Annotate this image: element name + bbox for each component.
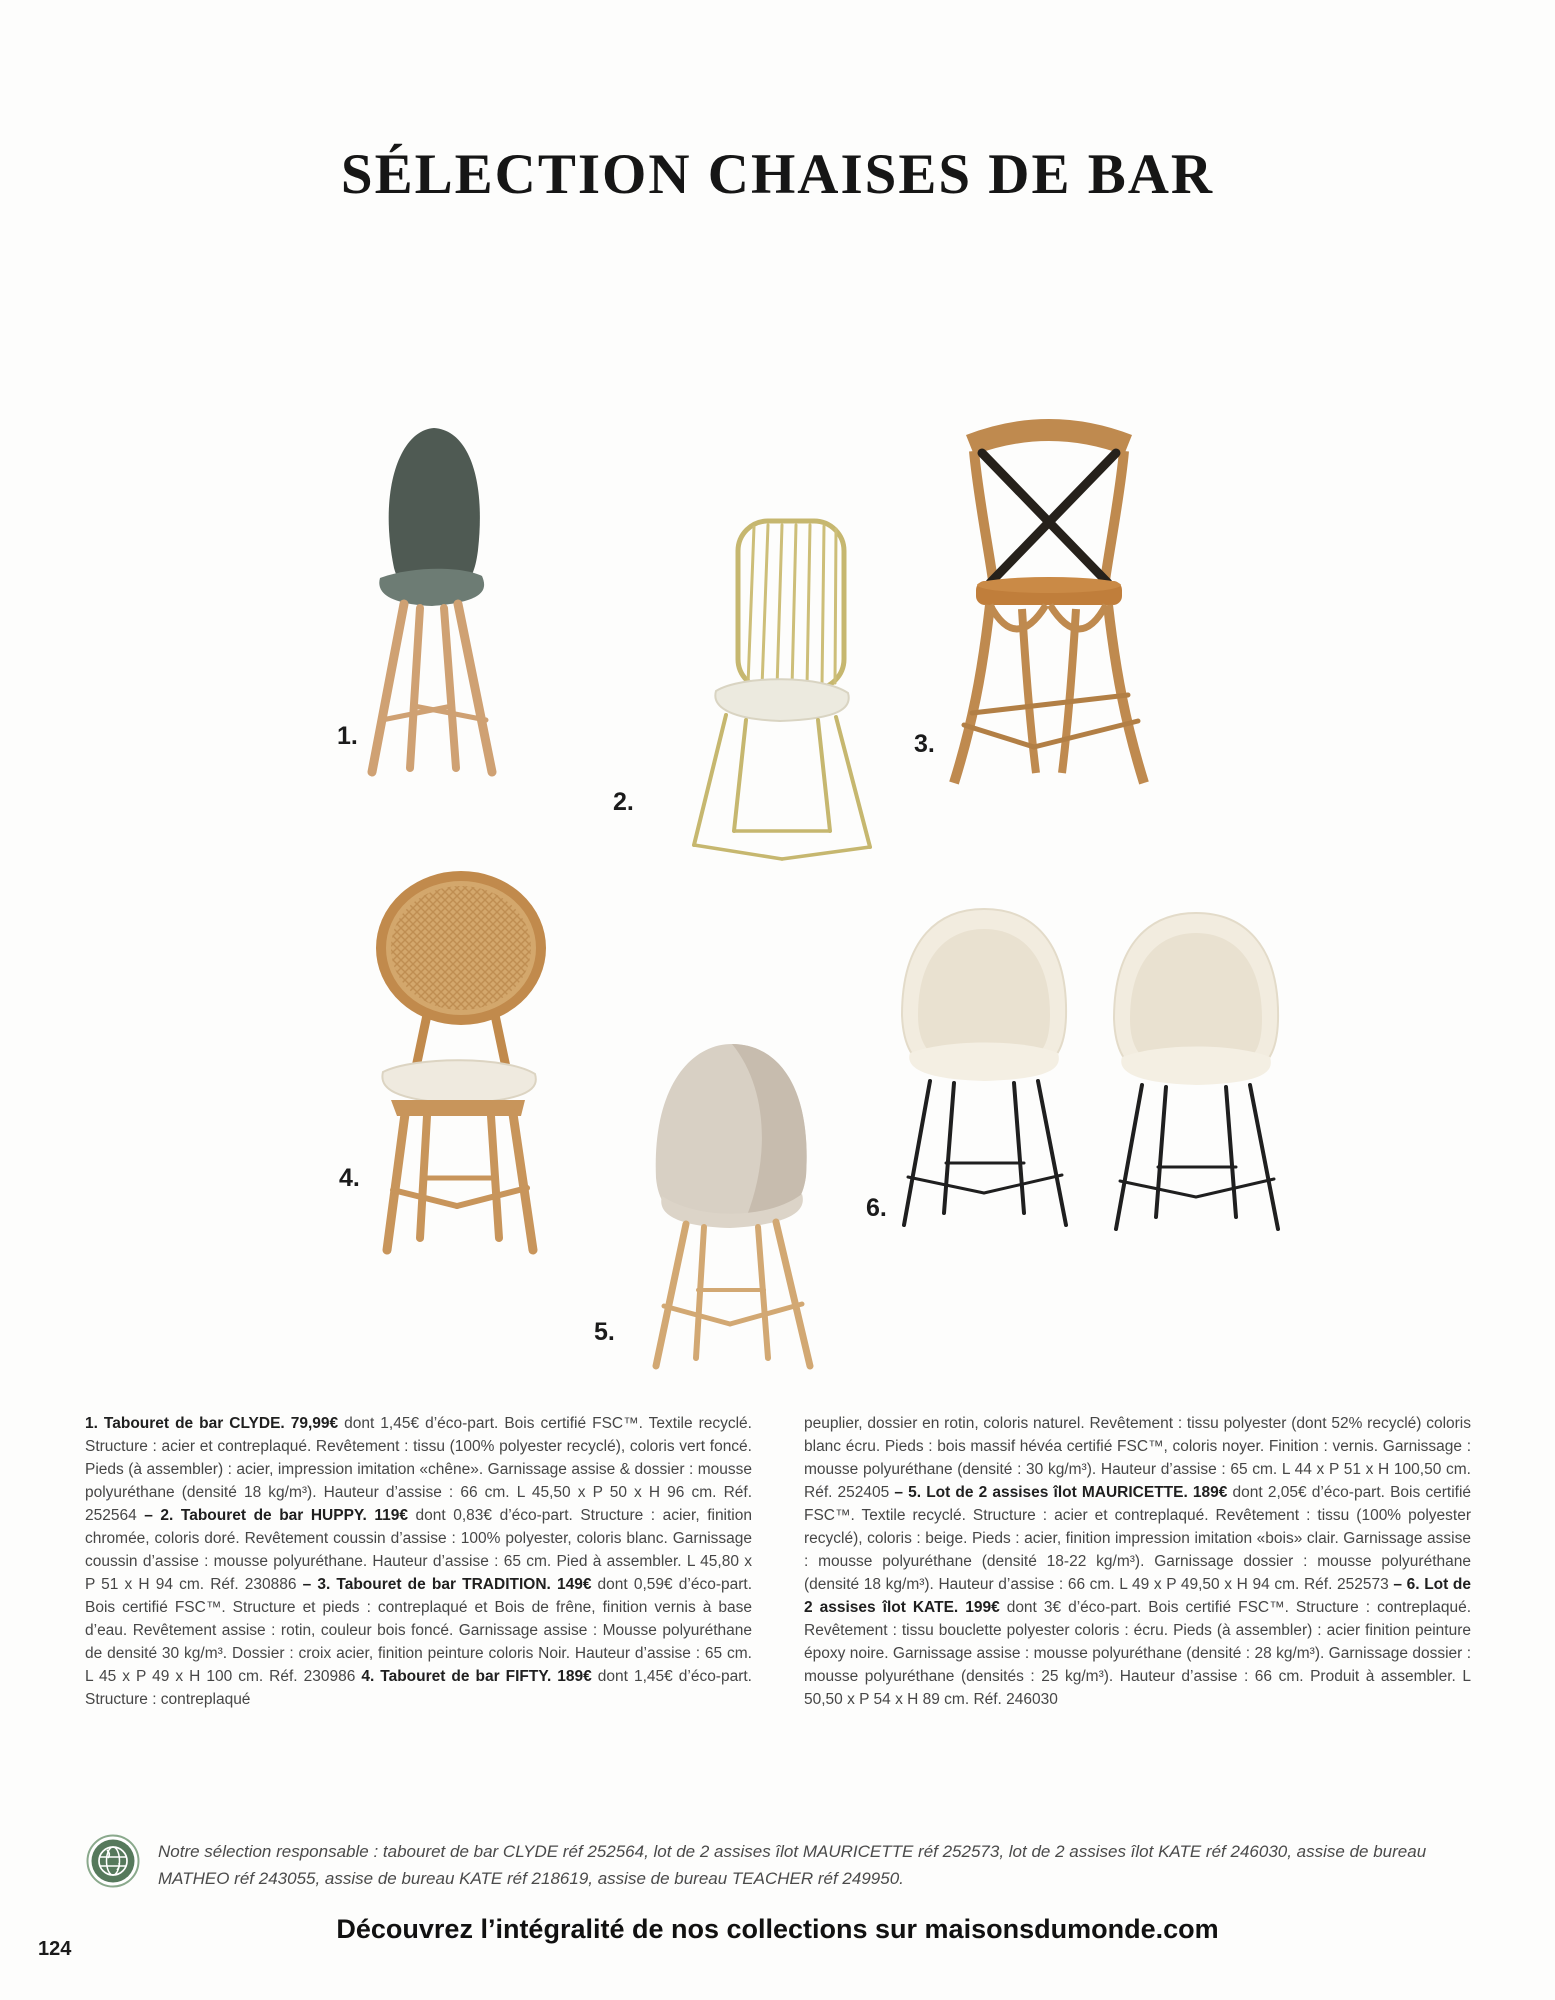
description-column-right — [804, 1412, 1471, 1711]
barstool-tradition-icon — [938, 395, 1160, 797]
responsible-selection-note — [86, 1834, 1486, 1892]
product-4-details-continued: peuplier, dossier en rotin, coloris naturel. Revêtement : tissu polyester (dont 52% recyclé) coloris blanc écru. Pieds : bois massif hévéa certifié FSC™, coloris noyer. Finition : vernis. Garnissage : mousse polyuréthane (densité : 30 kg/m³). Hauteur d’assise : 65 cm. L 44 x P 51 x H 100,50 cm. Réf. 252405 — [804, 1415, 1471, 1501]
product-number-4: 4. — [339, 1164, 360, 1192]
footer-collections-line: Découvrez l’intégralité de nos collections sur maisonsdumonde.com — [336, 1914, 1219, 1944]
product-4-details: dont 1,45€ d’éco-part. Structure : contreplaqué — [85, 1668, 752, 1708]
barstool-clyde-icon — [352, 420, 510, 782]
product-2-name-price: – 2. Tabouret de bar HUPPY. 119€ — [144, 1507, 409, 1524]
product-number-1: 1. — [337, 722, 358, 750]
page-number: 124 — [38, 1938, 72, 1960]
product-2-details: dont 0,83€ d’éco-part. Structure : acier, finition chromée, coloris doré. Revêtement coussin d’assise : 100% polyester, coloris blanc. Garnissage coussin d’assise : mousse polyuréthane. Hauteur d’assise : 65 cm. Pied à assembler. L 45,80 x P 51 x H 94 cm. Réf. 230886 — [85, 1507, 752, 1593]
barstool-huppy-icon — [682, 515, 880, 863]
product-number-5: 5. — [594, 1318, 615, 1346]
product-6-name-price: – 6. Lot de 2 assises îlot KATE. 199€ — [804, 1576, 1472, 1616]
eco-globe-icon — [86, 1834, 140, 1888]
kate-stools-image — [888, 895, 1293, 1250]
product-number-3: 3. — [914, 730, 935, 758]
barstool-fifty-icon — [365, 860, 550, 1262]
barstool-velvet-icon — [628, 1028, 833, 1380]
fifty-stool-image — [365, 860, 550, 1267]
product-5-details: dont 2,05€ d’éco-part. Bois certifié FSC™. Textile recyclé. Structure : acier et contreplaqué. Revêtement : tissu (100% polyester recyclé), coloris : beige. Pieds : acier, finition impression imitation «bois» clair. Garnissage assise : mousse polyuréthane (densité 18-22 kg/m³). Garnissage dossier : mousse polyuréthane (densité 18 kg/m³). Hauteur d’assise : 66 cm. L 49 x P 49,50 x H 94 cm. Réf. 252573 — [804, 1484, 1472, 1593]
product-number-6: 6. — [866, 1194, 887, 1222]
tradition-stool-image — [938, 395, 1160, 802]
page-title: SÉLECTION CHAISES DE BAR — [340, 143, 1215, 206]
product-6-details: dont 3€ d’éco-part. Bois certifié FSC™. Structure : contreplaqué. Revêtement : tissu bouclette polyester coloris : écru. Pieds (à assembler) : acier finition peinture époxy noire. Garnissage assise : mousse polyuréthane (densité : 28 kg/m³). Garnissage dossier : mousse polyuréthane (densités : 25 kg/m³). Hauteur d’assise : 66 cm. Produit à assembler. L 50,50 x P 54 x H 89 cm. Réf. 246030 — [804, 1599, 1472, 1708]
velvet-stool-image — [628, 1028, 833, 1385]
product-3-name-price: – 3. Tabouret de bar TRADITION. 149€ — [302, 1576, 592, 1593]
huppy-stool-image — [682, 515, 880, 868]
eco-note-text: Notre sélection responsable : tabouret de bar CLYDE réf 252564, lot de 2 assises îlot MAURICETTE réf 252573, lot de 2 assises îlot KATE réf 246030, assise de bureau MATHEO réf 243055, assise de bureau KATE réf 218619, assise de bureau TEACHER réf 249950. — [158, 1842, 1427, 1888]
product-3-details: dont 0,59€ d’éco-part. Bois certifié FSC™. Structure et pieds : contreplaqué et Bois de frêne, finition vernis à base d’eau. Revêtement assise : rotin, couleur bois foncé. Garnissage assise : Mousse polyuréthane de densité 30 kg/m³. Dossier : croix acier, finition peinture coloris Noir. Hauteur d’assise : 65 cm. L 45 x P 49 x H 100 cm. Réf. 230986 — [85, 1576, 752, 1685]
description-column-left — [85, 1412, 752, 1711]
clyde-stool-image — [352, 420, 510, 787]
product-descriptions — [85, 1412, 1471, 1711]
product-number-2: 2. — [613, 788, 634, 816]
product-5-name-price: – 5. Lot de 2 assises îlot MAURICETTE. 189€ — [894, 1484, 1228, 1501]
barstool-kate-pair-icon — [888, 895, 1293, 1245]
product-1-details: dont 1,45€ d’éco-part. Bois certifié FSC™. Textile recyclé. Structure : acier et contreplaqué. Revêtement : tissu (100% polyester recyclé), coloris vert foncé. Pieds (à assembler) : acier, impression imitation «chêne». Garnissage assise & dossier : mousse polyuréthane (densité 18 kg/m³). Hauteur d’assise : 66 cm. L 45,50 x P 50 x H 96 cm. Réf. 252564 — [85, 1415, 752, 1524]
product-4-name-price: 4. Tabouret de bar FIFTY. 189€ — [361, 1668, 592, 1685]
product-1-name-price: 1. Tabouret de bar CLYDE. 79,99€ — [85, 1415, 339, 1432]
